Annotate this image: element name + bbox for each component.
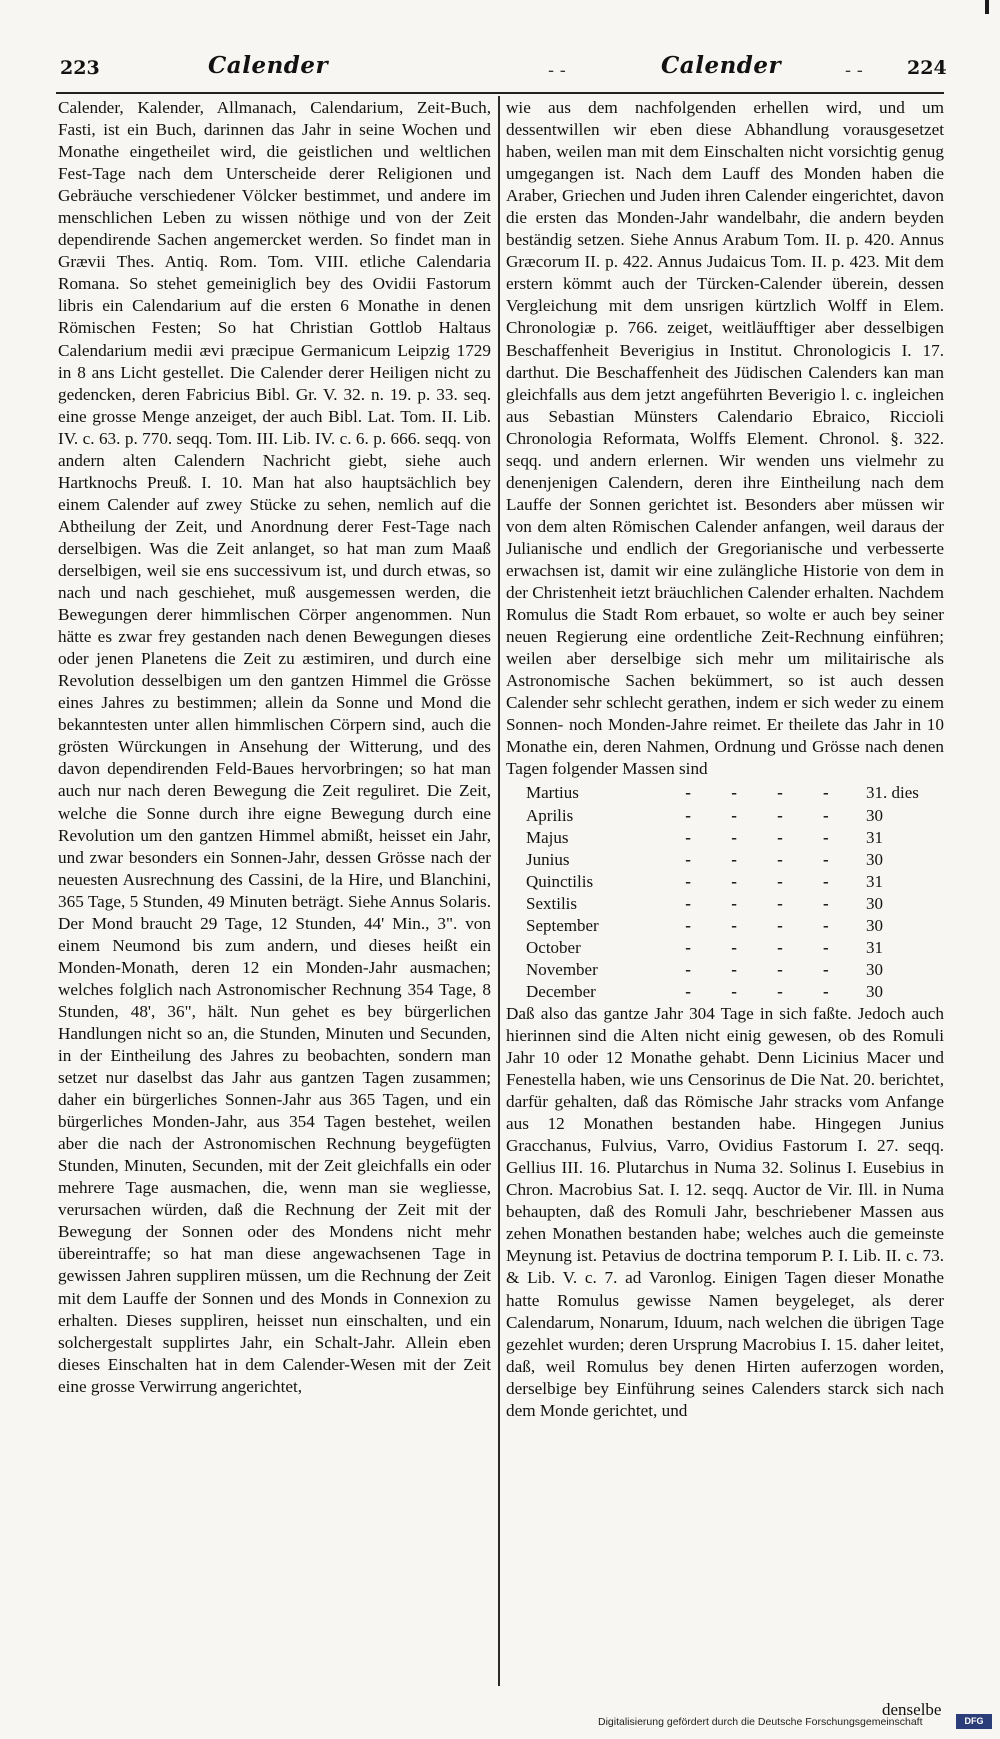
month-row: [526, 782, 936, 804]
left-running-title: Calender: [208, 52, 329, 79]
month-days: 31: [866, 871, 883, 891]
month-name: September: [526, 915, 599, 935]
month-leader: - - - -: [685, 959, 847, 979]
month-name: November: [526, 959, 598, 979]
month-leader: - - - -: [685, 981, 847, 1001]
left-column: [58, 97, 491, 1398]
month-name: Quinctilis: [526, 871, 594, 891]
catchword: denselbe: [882, 1700, 942, 1719]
header-stray-mark: - -: [548, 60, 566, 81]
left-page-number: 223: [60, 57, 100, 79]
right-column: [506, 97, 944, 1422]
right-running-title: Calender: [661, 52, 782, 79]
month-leader: - - - -: [685, 893, 847, 913]
month-leader: - - - -: [685, 783, 847, 803]
left-column-text: Calender, Kalender, Allmanach, Calendarium, Zeit-Buch, Fasti, ist ein Buch, darinnen das Jahr in seine Wochen und Monathe eingetheilet wird, die geistlichen und weltlichen Fest-Tage nach dem Unterscheide derer Religionen und Gebräuche verschiedener Völcker bestimmet, und andere im menschlichen Leben zu wissen nöthige und von der Zeit dependirende Sachen angemercket werden. So findet man in Grævii Thes. Antiq. Rom. Tom. VIII. etliche Calendaria Romana. So stehet gemeiniglich bey des Ovidii Fastorum libris ein Calendarium auf die ersten 6 Monathe in denen Römischen Festen; So hat Christian Gottlob Haltaus Calendarium medii ævi præcipue Germanicum Leipzig 1729 in 8 ans Licht gestellet. Die Calender derer Heiligen nicht zu gedencken, deren Fabricius Bibl. Gr. V. 32. n. 19. p. 33. seq. eine grosse Menge anzeiget, der auch Bibl. Lat. Tom. II. Lib. IV. c. 63. p. 770. seqq. Tom. III. Lib. IV. c. 6. p. 666. seqq. von andern alten Calendern Nachricht giebt, siehe auch Hartknochs Preuß. I. 10. Man hat also hauptsächlich bey einem Calender auf zwey Stücke zu sehen, nemlich auf die Abtheilung der Zeit, und Anordnung derer Fest-Tage nach derselbigen. Was die Zeit anlanget, so hat man zum Maaß derselbigen, weil sie ens successivum ist, und durch etwas, so nach und nach geschiehet, muß ausgemessen werden, die Bewegungen derer himmlischen Cörper angenommen. Nun hätte es zwar frey gestanden nach denen Bewegungen dieses oder jenen Planetens die Zeit zu æstimiren, und durch eine Revolution desselbigen um den gantzen Himmel die Grösse eines Jahres zu bestimmen; allein da Sonne und Mond die bekanntesten unter allen himmlischen Cörpern sind, auch die grösten Würckungen in Ansehung der Witterung, und des davon dependirenden Feld-Baues hervorbringen; so hat man auch nur nach deren Bewegung die Zeit reguliret. Die Zeit, welche die Sonne durch ihre eigne Bewegung durch eine Revolution um den gantzen Himmel abmißt, heisset ein Jahr, und zwar besonders ein Sonnen-Jahr, dessen Grösse nach der neuesten Ausrechnung des Cassini, de la Hire, und Blanchini, 365 Tage, 5 Stunden, 49 Minuten beträgt. Siehe Annus Solaris. Der Mond braucht 29 Tage, 12 Stunden, 44' Min., 3". von einem Neumond bis zum andern, und dieses heißt ein Monden-Monath, deren 12 ein Monden-Jahr ausmachen; welches folglich nach Astronomischer Rechnung 354 Tage, 8 Stunden, 48', 36", hält. Nun gehet es bey bürgerlichen Handlungen nicht so an, die Stunden, Minuten und Secunden, in der Eintheilung des Jahres zu beobachten, sondern man setzet nur daselbst das Jahr aus gantzen Tagen zusammen; daher ein bürgerliches Sonnen-Jahr aus 365 Tagen, und ein bürgerliches Monden-Jahr, aus 354 Tagen bestehet, weilen aber die nach der Astronomischen Rechnung beygefügten Stunden, Minuten, Secunden, mit der Zeit gleichfalls ein oder mehrere Tage ausmachen, die, wenn man sie wegliesse, verursachen würden, daß die Rechnung der Zeit mit der Bewegung der Sonnen oder des Mondens nicht mehr übereintraffe; so hat man diese angewachsenen Tage in gewissen Jahren suppliren müssen, um die Rechnung der Zeit mit dem Lauffe der Sonnen und des Monds in Connexion zu erhalten. Dieses suppliren, heisset nun einschalten, und ein solchergestalt supplirtes Jahr, ein Schalt-Jahr. Allein eben dieses Einschalten hat in dem Calender-Wesen mit der Zeit eine grosse Verwirrung angerichtet,: [58, 98, 491, 1396]
month-leader: - - - -: [685, 849, 847, 869]
month-days: 30: [866, 959, 883, 979]
column-divider: [498, 96, 500, 1686]
month-days: 31: [866, 937, 883, 957]
month-row: [526, 937, 936, 959]
month-row: [526, 805, 936, 827]
month-name: Sextilis: [526, 893, 578, 913]
month-days: 31. dies: [866, 783, 919, 803]
month-leader: - - - -: [685, 805, 847, 825]
month-leader: - - - -: [685, 915, 847, 935]
month-name: Majus: [526, 827, 569, 847]
month-row: [526, 871, 936, 893]
month-days: 30: [866, 849, 883, 869]
month-name: Junius: [526, 849, 570, 869]
month-days: 30: [866, 981, 883, 1001]
month-table: [526, 782, 936, 1002]
dfg-logo: DFG: [956, 1714, 992, 1729]
month-leader: - - - -: [685, 871, 847, 891]
month-name: Aprilis: [526, 805, 574, 825]
right-page-number: 224: [907, 57, 947, 79]
month-name: December: [526, 981, 596, 1001]
month-leader: - - - -: [685, 937, 847, 957]
month-row: [526, 981, 936, 1003]
month-days: 30: [866, 805, 883, 825]
month-row: [526, 849, 936, 871]
month-row: [526, 893, 936, 915]
header-rule: [56, 92, 944, 94]
month-row: [526, 959, 936, 981]
right-column-text-bottom: Daß also das gantze Jahr 304 Tage in sich faßte. Jedoch auch hierinnen sind die Alten nicht einig gewesen, ob des Romuli Jahr 10 oder 12 Monathe gehabt. Denn Licinius Macer und Fenestella haben, wie uns Censorinus de Die Nat. 20. berichtet, darfür gehalten, daß das Römische Jahr stracks vom Anfange aus 12 Monathen bestanden habe. Hingegen Junius Gracchanus, Fulvius, Varro, Ovidius Fastorum I. 27. seqq. Gellius III. 16. Plutarchus in Numa 32. Solinus I. Eusebius in Chron. Macrobius Sat. I. 12. seqq. Auctor de Vir. Ill. in Numa behaupten, daß des Romuli Jahr, beschriebener Massen aus zehen Monathen bestanden habe; welches auch die gemeinste Meynung ist. Petavius de doctrina temporum P. I. Lib. II. c. 73. & Lib. V. c. 7. ad Varonlog. Einigen Tagen dieser Monathe hatte Romulus gewisse Namen beygeleget, als derer Calendarum, Nonarum, Iduum, nach welchen die übrigen Tage gezehlet wurden; deren Ursprung Macrobius I. 15. daher leitet, daß, weil Romulus bey denen Hirten auferzogen worden, derselbige bey Einführung seines Calenders starck sich nach dem Monde gerichtet, und: [506, 1003, 944, 1420]
month-leader: - - - -: [685, 827, 847, 847]
month-row: [526, 915, 936, 937]
scan-edge-mark: [985, 0, 989, 14]
right-column-text-top: wie aus dem nachfolgenden erhellen wird, und um dessentwillen wir eben diese Abhandlung vorausgesetzet haben, weilen man mit dem Einschalten nicht vorsichtig genug umgegangen ist. Nach dem Lauff des Monden haben die Araber, Griechen und Juden ihren Calender eingerichtet, davon die ersten das Monden-Jahr wandelbahr, die andern beyden beständig setzen. Siehe Annus Arabum Tom. II. p. 420. Annus Græcorum II. p. 422. Annus Judaicus Tom. II. p. 423. Mit dem erstern kömmt auch der Türcken-Calender überein, dessen Vergleichung mit dem unsrigen kürtzlich Wolff in Elem. Chronologiæ p. 766. zeiget, weitläufftiger aber desselbigen Beschaffenheit Beverigius in Institut. Chronologicis I. 17. darthut. Die Beschaffenheit des Jüdischen Calenders kan man gleichfalls aus dem jetzt angeführten Beverigio l. c. ingleichen aus Sebastian Münsters Calendario Ebraico, Riccioli Chronologia Reformata, Wolffs Element. Chronol. §. 322. seqq. und andern erlernen. Wir wenden uns vielmehr zu denenjenigen Calendern, deren ihre Eintheilung nach dem Lauffe der Sonnen gerichtet ist. Besonders aber müssen wir von dem alten Römischen Calender anfangen, weil daraus der Julianische und endlich der Gregorianische und verbesserte erwachsen ist, damit wir eine zulängliche Historie von dem in der Christenheit ietzt bräuchlichen Calender erhalten. Nachdem Romulus die Stadt Rom erbauet, so wolte er auch bey seiner neuen Regierung eine ordentliche Zeit-Rechnung einführen; weilen aber derselbige sich mehr um militairische als Astronomische Sachen bekümmert, so ist auch dessen Calender sehr schlecht gerathen, indem er sich weder zu einem Sonnen- noch Monden-Jahre reimet. Er theilete das Jahr in 10 Monathe ein, deren Nahmen, Ordnung und Grösse nach denen Tagen folgender Massen sind: [506, 98, 944, 779]
digitization-credit: Digitalisierung gefördert durch die Deutsche Forschungsgemeinschaft: [598, 1716, 923, 1728]
month-days: 30: [866, 893, 883, 913]
month-days: 30: [866, 915, 883, 935]
month-row: [526, 827, 936, 849]
month-name: October: [526, 937, 581, 957]
header-stray-mark: - -: [845, 60, 863, 81]
month-name: Martius: [526, 783, 579, 803]
month-days: 31: [866, 827, 883, 847]
